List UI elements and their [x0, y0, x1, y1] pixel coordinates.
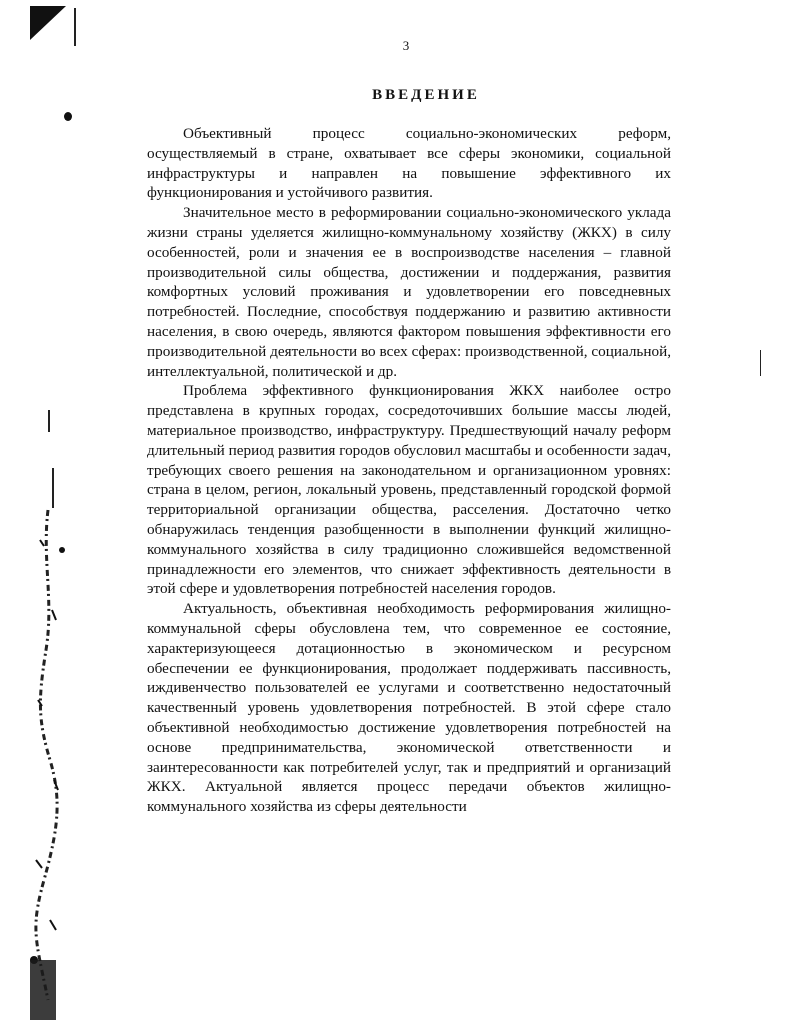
scan-corner-mark: [30, 6, 66, 40]
paragraph: Объективный процесс социально-экономических реформ, осуществляемый в стране, охватывает все сферы экономики, социальной инфраструктуры и направлен на повышение эффективного их функционирования и устойчивого развития.: [147, 125, 671, 202]
scan-speck: [64, 112, 72, 121]
page-title: ВВЕДЕНИЕ: [372, 87, 480, 103]
page-number: 3: [402, 38, 410, 53]
scan-edge-noise: [28, 400, 68, 1020]
paragraph: Значительное место в реформировании социально-экономического уклада жизни страны уделяется жилищно-коммунальному хозяйству (ЖКХ) в силу особенностей, роли и значения ее в воспроизводстве населения – главной производительной силы общества, достижении и поддержания, развития комфортных условий проживания и удовлетворении его повседневных потребностей. Последние, способствуя поддержанию и развитию активности населения, в свою очередь, являются фактором повышения эффективности его производительной деятельности во всех сферах: производственной, социальной, интеллектуальной, политической и др.: [147, 204, 671, 380]
scan-edge-line: [760, 350, 761, 376]
paragraph: Актуальность, объективная необходимость реформирования жилищно-коммунальной сферы обусловлена тем, что современное ее состояние, характеризующееся дотационностью в экономическом и ресурсном обеспечении ее функционирования, продолжает поддерживать пассивность, иждивенчество пользователей ее услугами и соответственно недостаточный качественный уровень удовлетворения потребностей. В этой сфере стало объективной необходимостью достижение удовлетворения потребностей на основе предпринимательства, экономической ответственности и заинтересованности как потребителей услуг, так и предприятий и организаций ЖКХ. Актуальной является процесс передачи объектов жилищно-коммунального хозяйства из сферы деятельности: [147, 600, 671, 816]
paragraph: Проблема эффективного функционирования ЖКХ наиболее остро представлена в крупных городах, сосредоточивших большие массы людей, материальное производство, инфраструктуру. Предшествующий началу реформ длительный период развития городов обусловил масштабы и особенности задач, требующих своего решения на законодательном и организационном уровнях: страна в целом, регион, локальный уровень, представленный городской формой территориальной организации общества, расселения. Достаточно четко обнаружилась тенденция разобщенности в выполнении функций жилищно-коммунального хозяйства в силу традиционно сложившейся ведомственной принадлежности его элементов, что снижает эффективность деятельности в этой сфере и удовлетворения потребностей населения городов.: [147, 382, 671, 598]
document-body: [147, 124, 671, 817]
